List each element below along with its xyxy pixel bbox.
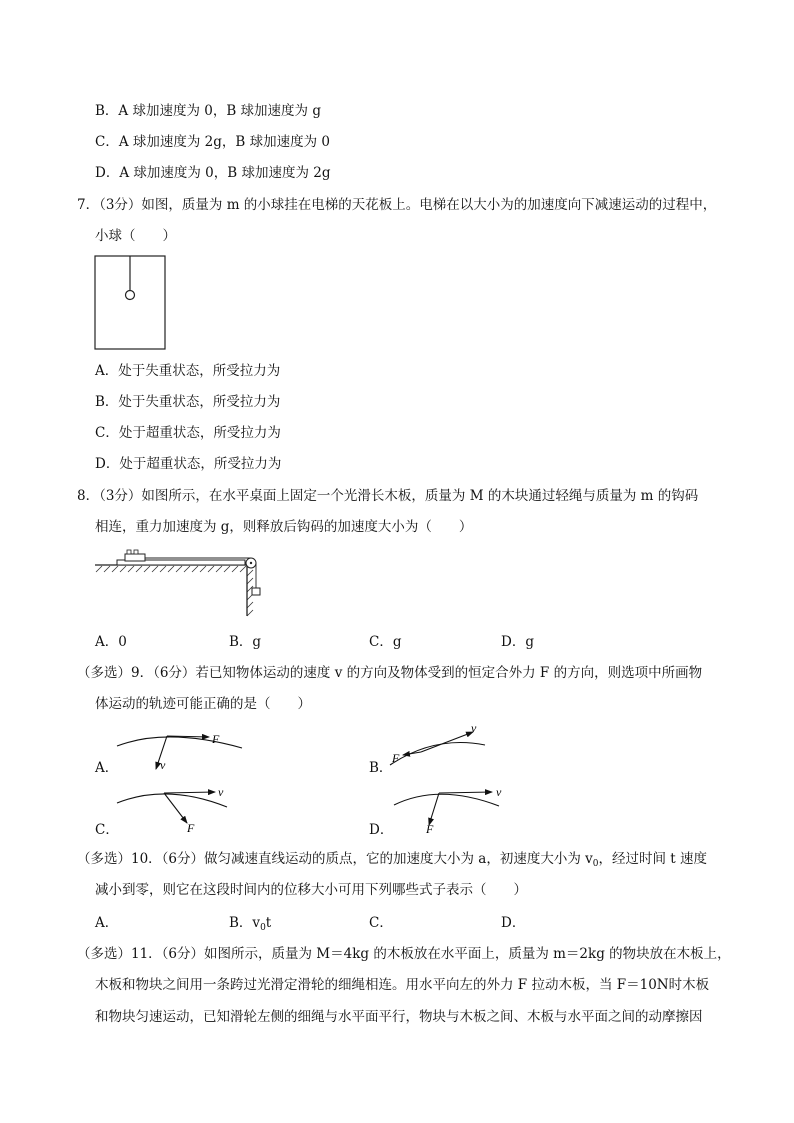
- hanging-ball: [126, 291, 135, 300]
- q7-option-b: B．处于失重状态，所受拉力为: [95, 394, 281, 410]
- q10-option-b-pre: B．v: [229, 915, 261, 931]
- q9-option-a-label: A．: [95, 760, 119, 776]
- force-arrow-d: [429, 793, 439, 825]
- velocity-label-d: v: [496, 785, 502, 799]
- q7-option-a: A．处于失重状态，所受拉力为: [95, 363, 281, 379]
- q8-stem-line1: 8．（3分）如图所示，在水平桌面上固定一个光滑长木板，质量为 M 的木块通过轻绳与质量为 m 的钩码: [77, 488, 699, 504]
- q10-option-b-sub: 0: [260, 923, 266, 933]
- curve-c: [117, 794, 227, 807]
- q7-option-c: C．处于超重状态，所受拉力为: [95, 425, 281, 441]
- velocity-arrow-b: [421, 732, 473, 752]
- q9-option-d-label: D．: [369, 822, 394, 838]
- q7-stem-line2: 小球（ ）: [95, 228, 176, 244]
- trajectory-b: [385, 720, 495, 770]
- q10-option-d: D．: [501, 915, 526, 931]
- velocity-label-b: v: [471, 721, 477, 735]
- q11-line2: 木板和物块之间用一条跨过光滑定滑轮的细绳相连。用水平向左的外力 F 拉动木板，当 F＝10N时木板: [95, 977, 710, 993]
- q10-stem-line1: [77, 850, 707, 873]
- q8-option-d: D．g: [501, 634, 534, 650]
- curve-d: [394, 794, 499, 806]
- velocity-arrow-d: [439, 792, 492, 793]
- q10-sub-zero: 0: [592, 859, 599, 869]
- curve-a: [117, 737, 242, 748]
- velocity-arrow-c: [164, 792, 215, 793]
- velocity-label-a: v: [160, 758, 166, 772]
- force-label-c: F: [187, 821, 195, 835]
- force-label-a: F: [212, 732, 220, 746]
- q6-option-d: D．A 球加速度为 0，B 球加速度为 2g: [95, 165, 331, 181]
- q10-stem-post: ，经过时间 t 速度: [598, 851, 708, 867]
- q10-stem-line2: 减小到零，则它在这段时间内的位移大小可用下列哪些式子表示（ ）: [95, 882, 527, 898]
- q9-option-c-label: C．: [95, 822, 119, 838]
- q8-stem-line2: 相连，重力加速度为 g，则释放后钩码的加速度大小为（ ）: [95, 519, 473, 535]
- q9-stem-line1: （多选）9．（6分）若已知物体运动的速度 v 的方向及物体受到的恒定合外力 F 的方向，则选项中所画物: [77, 665, 703, 681]
- q6-option-b: B．A 球加速度为 0，B 球加速度为 g: [95, 103, 321, 119]
- force-label-b: F: [392, 751, 400, 765]
- q10-option-b: [229, 914, 271, 937]
- q6-option-c: C．A 球加速度为 2g，B 球加速度为 0: [95, 134, 330, 150]
- trajectory-a: [112, 727, 262, 777]
- q8-option-c: C．g: [369, 634, 402, 650]
- q7-stem-line1: 7．（3分）如图，质量为 m 的小球挂在电梯的天花板上。电梯在以大小为的加速度向下减速运动的过程中，: [77, 197, 717, 213]
- force-arrow-c: [164, 793, 187, 823]
- wooden-block: [125, 554, 145, 561]
- q7-option-d: D．处于超重状态，所受拉力为: [95, 456, 282, 472]
- q11-line3: 和物块匀速运动，已知滑轮左侧的细绳与水平面平行，物块与木板之间、木板与水平面之间的动摩擦因: [95, 1009, 703, 1025]
- hook-weight: [252, 588, 260, 595]
- velocity-label-c: v: [218, 785, 224, 799]
- elevator-figure: [92, 253, 168, 351]
- q8-option-a: A．0: [95, 634, 127, 650]
- trajectory-c: [112, 783, 252, 838]
- q9-option-b-label: B．: [369, 760, 393, 776]
- force-label-d: F: [426, 822, 434, 836]
- q8-option-b: B．g: [229, 634, 262, 650]
- trajectory-d: [389, 783, 514, 838]
- q10-stem-pre: （多选）10．（6分）做匀减速直线运动的质点，它的加速度大小为 a，初速度大小为 v: [77, 851, 593, 867]
- q9-stem-line2: 体运动的轨迹可能正确的是（ ）: [95, 696, 311, 712]
- q11-line1: （多选）11．（6分）如图所示，质量为 M＝4kg 的木板放在水平面上，质量为 m＝2kg 的物块放在木板上，: [77, 946, 731, 962]
- q10-option-c: C．: [369, 915, 393, 931]
- q10-option-a: A．: [95, 915, 119, 931]
- q10-option-b-post: t: [265, 915, 272, 931]
- pulley-figure: [92, 546, 267, 618]
